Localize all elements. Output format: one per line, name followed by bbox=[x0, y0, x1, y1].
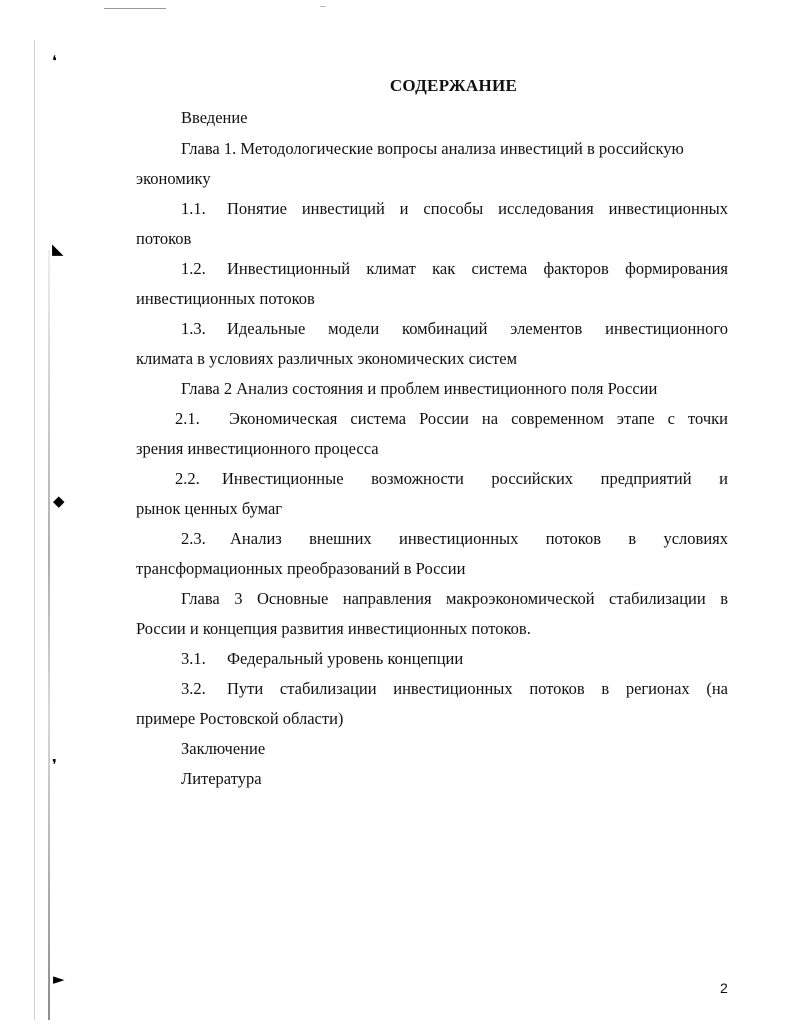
toc-section-1-2 bbox=[181, 259, 728, 279]
binding-mark-icon: ◆ bbox=[53, 492, 65, 510]
binding-edge bbox=[34, 40, 35, 1020]
toc-text: Анализ внешних инвестиционных потоков в условиях bbox=[230, 529, 728, 548]
toc-section-2-1-cont: зрения инвестиционного процесса bbox=[136, 439, 379, 458]
toc-section-1-3 bbox=[181, 319, 728, 339]
section-number: 2.3. bbox=[181, 529, 206, 548]
toc-text: Федеральный уровень концепции bbox=[227, 649, 464, 668]
toc-text: Пути стабилизации инвестиционных потоков в регионах (на bbox=[227, 679, 728, 698]
toc-text: Глава 1. Методологические вопросы анализа инвестиций в российскую bbox=[181, 139, 684, 158]
toc-section-1-2-cont: инвестиционных потоков bbox=[136, 289, 315, 308]
toc-section-2-3 bbox=[181, 529, 728, 549]
scan-artifact-line bbox=[320, 6, 326, 7]
page-title: СОДЕРЖАНИЕ bbox=[389, 76, 518, 95]
binding-mark-icon: ❜ bbox=[52, 756, 57, 774]
toc-intro: Введение bbox=[181, 108, 248, 127]
toc-text: Экономическая система России на современном этапе с точки bbox=[229, 409, 728, 428]
section-number: 1.2. bbox=[181, 259, 206, 278]
section-number: 1.1. bbox=[181, 199, 206, 218]
binding-shadow bbox=[48, 250, 50, 1020]
toc-section-2-2-cont: рынок ценных бумаг bbox=[136, 499, 283, 518]
section-number: 1.3. bbox=[181, 319, 206, 338]
toc-section-1-1 bbox=[181, 199, 728, 219]
toc-text: Инвестиционный климат как система факторов формирования bbox=[227, 259, 728, 278]
section-number: 2.2. bbox=[175, 469, 200, 488]
toc-section-1-3-cont: климата в условиях различных экономических систем bbox=[136, 349, 518, 368]
binding-mark-icon: ► bbox=[53, 970, 65, 988]
toc-chapter-1 bbox=[181, 139, 728, 159]
toc-section-2-2 bbox=[175, 469, 728, 489]
toc-chapter-3: Глава 3 Основные направления макроэкономической стабилизации в bbox=[181, 589, 728, 608]
toc-text: Идеальные модели комбинаций элементов инвестиционного bbox=[227, 319, 728, 338]
toc-section-2-3-cont: трансформационных преобразований в России bbox=[136, 559, 466, 578]
binding-mark-icon: ❛ bbox=[52, 52, 57, 70]
section-number: 2.1. bbox=[175, 409, 200, 428]
page-number: 2 bbox=[720, 980, 728, 996]
toc-section-2-1 bbox=[175, 409, 728, 429]
toc-text: Понятие инвестиций и способы исследования инвестиционных bbox=[227, 199, 728, 218]
toc-chapter-2: Глава 2 Анализ состояния и проблем инвестиционного поля России bbox=[181, 379, 658, 398]
toc-chapter-3-cont: России и концепция развития инвестиционных потоков. bbox=[136, 619, 531, 638]
toc-conclusion: Заключение bbox=[181, 739, 266, 758]
toc-section-3-1 bbox=[181, 649, 463, 669]
section-number: 3.1. bbox=[181, 649, 206, 668]
toc-literature: Литература bbox=[181, 769, 262, 788]
binding-mark-icon: ◣ bbox=[52, 240, 64, 258]
scan-artifact-line bbox=[104, 8, 166, 9]
toc-chapter-1-cont: экономику bbox=[136, 169, 211, 188]
toc-text: Инвестиционные возможности российских предприятий и bbox=[222, 469, 728, 488]
section-number: 3.2. bbox=[181, 679, 206, 698]
toc-section-3-2-cont: примере Ростовской области) bbox=[136, 709, 344, 728]
toc-section-1-1-cont: потоков bbox=[136, 229, 192, 248]
toc-section-3-2 bbox=[181, 679, 728, 699]
